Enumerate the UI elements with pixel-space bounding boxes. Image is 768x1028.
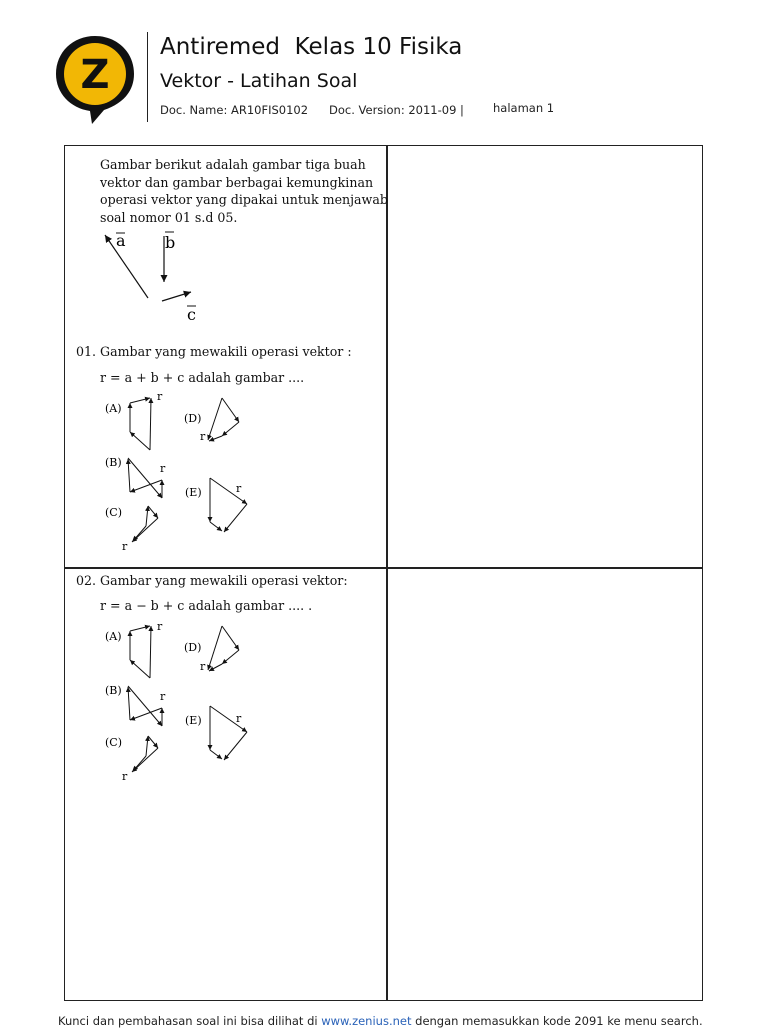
- logo-letter: Z: [80, 52, 110, 98]
- vector-c-label: c: [187, 305, 196, 324]
- option-e-label: (E): [185, 714, 202, 727]
- question-number: 02.: [76, 573, 97, 588]
- question-02-formula: r = a − b + c adalah gambar .... .: [100, 598, 313, 613]
- option-d-label: (D): [184, 412, 202, 425]
- column-divider: [386, 145, 388, 1001]
- option-d-label: (D): [184, 641, 202, 654]
- option-d-result-label: r: [200, 660, 206, 673]
- question-number: 01.: [76, 344, 97, 359]
- doc-name: Doc. Name: AR10FIS0102: [160, 103, 309, 117]
- option-b-label: (B): [105, 684, 122, 697]
- question-01-formula: r = a + b + c adalah gambar ....: [100, 370, 305, 385]
- doc-subtitle: Vektor - Latihan Soal: [160, 70, 358, 92]
- option-d-result-label: r: [200, 430, 206, 443]
- vector-b-label: b: [165, 233, 176, 252]
- vector-abc-figure: [92, 226, 212, 326]
- doc-title: Antiremed Kelas 10 Fisika: [160, 34, 463, 60]
- footer-link[interactable]: www.zenius.net: [321, 1014, 412, 1028]
- vector-a-label: a: [116, 231, 126, 250]
- question-02: [76, 572, 348, 590]
- question-text: Gambar yang mewakili operasi vektor :: [100, 344, 352, 359]
- option-e-label: (E): [185, 486, 202, 499]
- doc-version: Doc. Version: 2011-09 |: [329, 103, 464, 117]
- intro-text: Gambar berikut adalah gambar tiga buah vektor dan gambar berbagai kemungkinan operasi vektor yang dipakai untuk menjawab soal nomor 01 s.d 05.: [100, 157, 388, 225]
- page-number: halaman 1: [493, 101, 555, 115]
- header-divider: [147, 32, 148, 122]
- option-a-result-label: r: [157, 620, 163, 633]
- question-text: Gambar yang mewakili operasi vektor:: [100, 573, 348, 588]
- option-b-result-label: r: [160, 462, 166, 475]
- option-c-label: (C): [105, 506, 122, 519]
- option-b-label: (B): [105, 456, 122, 469]
- option-a-label: (A): [105, 402, 122, 415]
- question-01-options-figure: [100, 388, 260, 560]
- option-c-label: (C): [105, 736, 122, 749]
- footer-note: Kunci dan pembahasan soal ini bisa dilihat di www.zenius.net dengan memasukkan kode 2091 ke menu search.: [58, 1014, 703, 1028]
- question-02-options-figure: [100, 616, 260, 788]
- option-e-result-label: r: [236, 712, 242, 725]
- option-a-label: (A): [105, 630, 122, 643]
- option-c-result-label: r: [122, 540, 128, 553]
- option-c-result-label: r: [122, 770, 128, 783]
- option-b-result-label: r: [160, 690, 166, 703]
- row-divider: [64, 567, 703, 569]
- question-01: [76, 343, 352, 361]
- option-a-result-label: r: [157, 390, 163, 403]
- zenius-logo: [52, 32, 138, 126]
- option-e-result-label: r: [236, 482, 242, 495]
